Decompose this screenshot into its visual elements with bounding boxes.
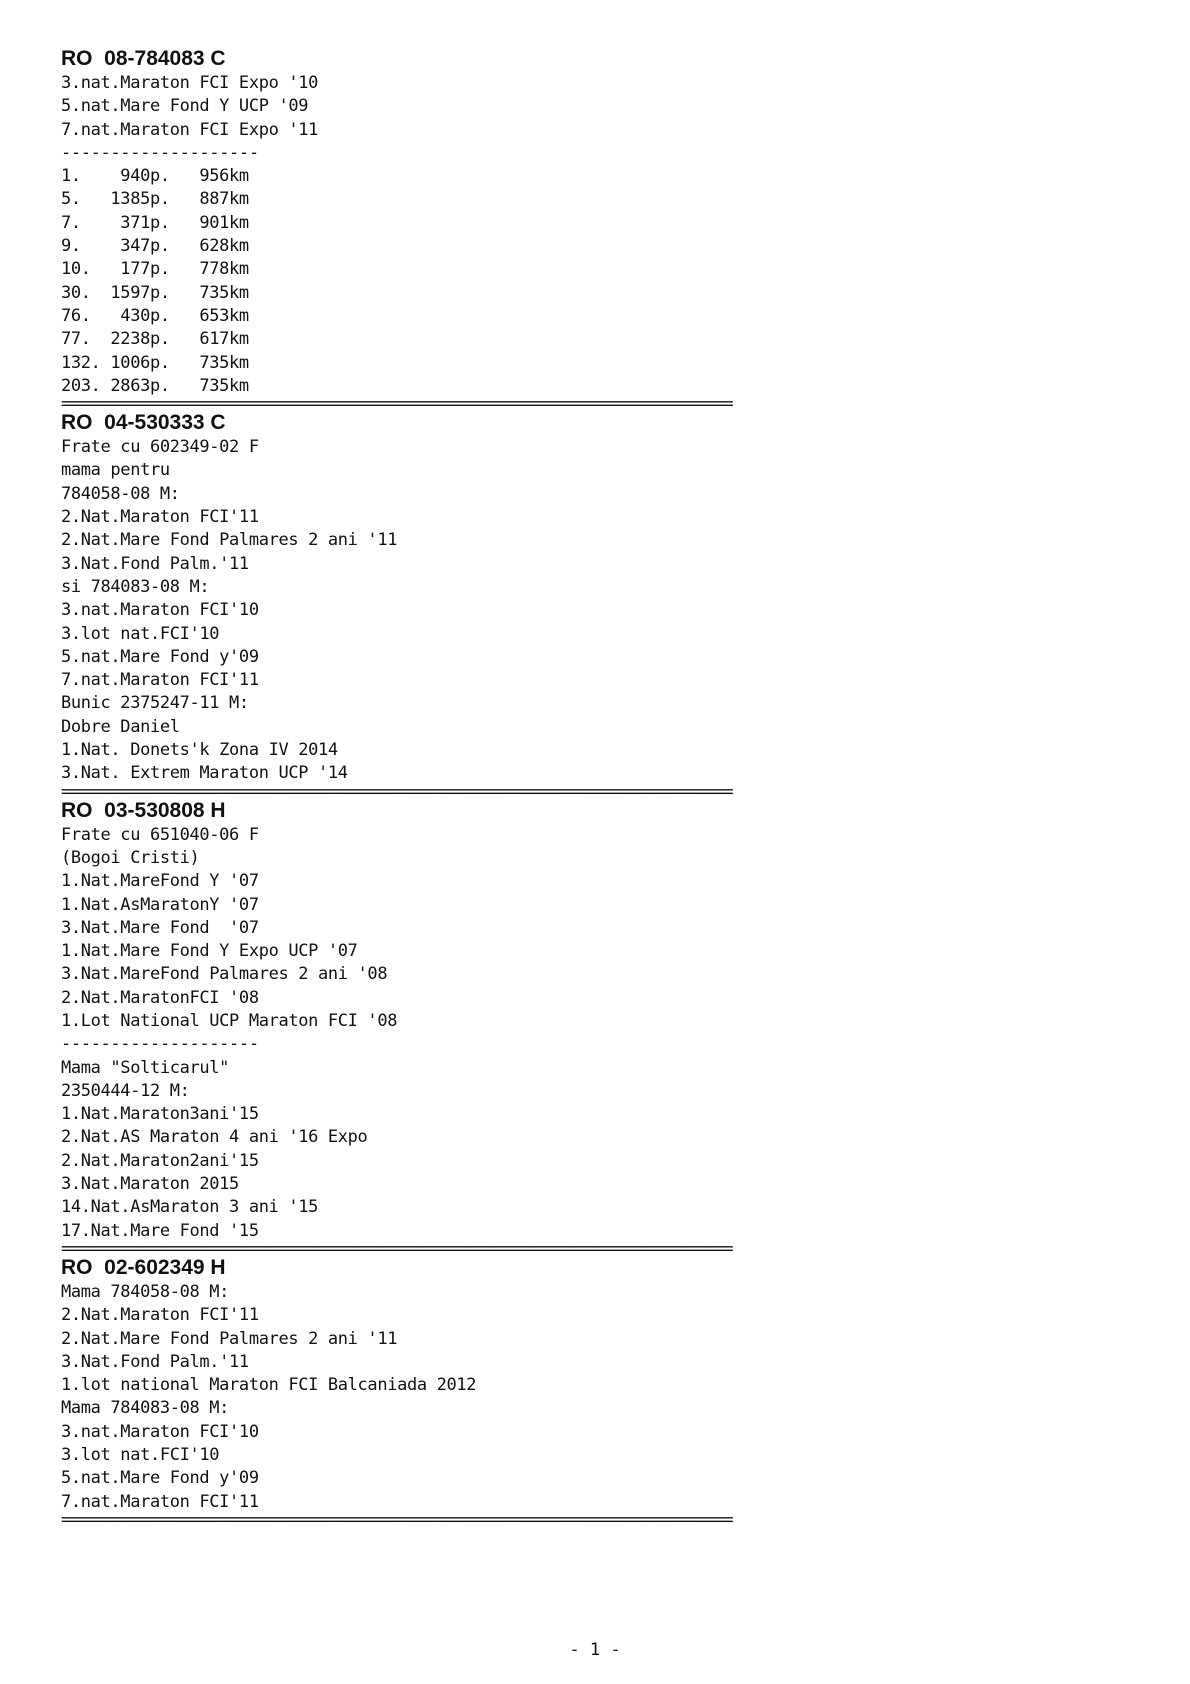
pigeon-entry <box>61 798 1061 1255</box>
entry-ring-number: RO 03-530808 H <box>61 798 226 822</box>
entry-text-line: 5.nat.Mare Fond Y UCP '09 <box>61 96 309 117</box>
entry-text-line: Dobre Daniel <box>61 716 180 737</box>
entry-text-line: 2.Nat.MaratonFCI '08 <box>61 987 259 1008</box>
entry-ring-number: RO 08-784083 C <box>61 47 226 70</box>
entry-text-line: 3.Nat.Fond Palm.'11 <box>61 1351 249 1372</box>
entry-text-line: Frate cu 602349-02 F <box>61 437 259 458</box>
entry-text-line: 3.lot nat.FCI'10 <box>61 623 220 644</box>
entry-text-line: 1.Nat.MareFond Y '07 <box>61 871 259 892</box>
entry-text-line: 17.Nat.Mare Fond '15 <box>61 1220 259 1241</box>
entry-text-line: 2.Nat.Mare Fond Palmares 2 ani '11 <box>61 530 398 551</box>
entry-text-line: 3.nat.Maraton FCI'10 <box>61 600 259 621</box>
entry-text-line: 2.Nat.AS Maraton 4 ani '16 Expo <box>61 1127 368 1148</box>
entry-text-line: 5.nat.Mare Fond y'09 <box>61 1468 259 1489</box>
section-divider: ================================================================================ <box>61 1242 732 1255</box>
entry-text-line: 1.Lot National UCP Maraton FCI '08 <box>61 1010 398 1031</box>
entry-text-line: 1.Nat.Maraton3ani'15 <box>61 1104 259 1125</box>
entry-text-line: 1.lot national Maraton FCI Balcaniada 2012 <box>61 1375 477 1396</box>
entry-text-line: 784058-08 M: <box>61 483 180 504</box>
entry-text-line: 3.lot nat.FCI'10 <box>61 1445 220 1466</box>
page-number: - 1 - <box>569 1640 621 1660</box>
entry-text-line: 1.Nat.Mare Fond Y Expo UCP '07 <box>61 941 358 962</box>
entry-text-line: 1.Nat. Donets'k Zona IV 2014 <box>61 740 338 761</box>
entry-text-line: 5.nat.Mare Fond y'09 <box>61 646 259 667</box>
entry-text-line: 77. 2238p. 617km <box>61 329 249 350</box>
entry-text-line: Bunic 2375247-11 M: <box>61 693 249 714</box>
entry-text-line: 1. 940p. 956km <box>61 166 249 187</box>
entry-text-line: 132. 1006p. 735km <box>61 352 249 373</box>
entry-text-line: 3.Nat.Maraton 2015 <box>61 1174 239 1195</box>
entry-text-line: mama pentru <box>61 460 170 481</box>
entry-text-line: Frate cu 651040-06 F <box>61 824 259 845</box>
entry-text-line: 7.nat.Maraton FCI Expo '11 <box>61 119 319 140</box>
pigeon-entry <box>61 1255 1061 1526</box>
entry-text-line: 2.Nat.Maraton FCI'11 <box>61 1305 259 1326</box>
entry-text-line: 3.nat.Maraton FCI Expo '10 <box>61 73 319 93</box>
entry-text-line: 5. 1385p. 887km <box>61 189 249 210</box>
entry-ring-number: RO 02-602349 H <box>61 1255 226 1279</box>
entry-text-line: 3.nat.Maraton FCI'10 <box>61 1421 259 1442</box>
entry-text-line: 3.Nat. Extrem Maraton UCP '14 <box>61 763 348 784</box>
entry-text-line: 7.nat.Maraton FCI'11 <box>61 1491 259 1512</box>
entry-text-line: 7.nat.Maraton FCI'11 <box>61 670 259 691</box>
entry-text-line: 1.Nat.AsMaratonY '07 <box>61 894 259 915</box>
section-divider: ================================================================================ <box>61 398 732 411</box>
entry-text-line: 76. 430p. 653km <box>61 305 249 326</box>
dashed-separator: -------------------- <box>61 1034 259 1055</box>
entry-text-line: Mama 784058-08 M: <box>61 1281 230 1302</box>
pigeon-entry <box>61 46 1061 410</box>
entry-text-line: 2350444-12 M: <box>61 1080 190 1101</box>
dashed-separator: -------------------- <box>61 142 259 163</box>
entry-text-line: 30. 1597p. 735km <box>61 282 249 303</box>
entry-text-line: 7. 371p. 901km <box>61 212 249 233</box>
document-body <box>61 46 1061 1526</box>
pigeon-entry <box>61 410 1061 797</box>
entry-text-line: 3.Nat.Fond Palm.'11 <box>61 553 249 574</box>
entry-text-line: 203. 2863p. 735km <box>61 375 249 396</box>
section-divider: ================================================================================ <box>61 785 732 798</box>
section-divider: ================================================================================ <box>61 1513 732 1526</box>
entry-text-line: 2.Nat.Maraton FCI'11 <box>61 507 259 528</box>
entry-text-line: 3.Nat.MareFond Palmares 2 ani '08 <box>61 964 388 985</box>
entry-text-line: 9. 347p. 628km <box>61 236 249 257</box>
entry-text-line: 2.Nat.Mare Fond Palmares 2 ani '11 <box>61 1328 398 1349</box>
entry-text-line: 3.Nat.Mare Fond '07 <box>61 917 259 938</box>
entry-text-line: Mama "Solticarul" <box>61 1057 230 1078</box>
entry-text-line: 2.Nat.Maraton2ani'15 <box>61 1150 259 1171</box>
entry-text-line: 14.Nat.AsMaraton 3 ani '15 <box>61 1197 319 1218</box>
entry-text-line: 10. 177p. 778km <box>61 259 249 280</box>
entry-text-line: Mama 784083-08 M: <box>61 1398 230 1419</box>
entry-ring-number: RO 04-530333 C <box>61 411 226 435</box>
entry-text-line: si 784083-08 M: <box>61 576 210 597</box>
entry-text-line: (Bogoi Cristi) <box>61 847 200 868</box>
